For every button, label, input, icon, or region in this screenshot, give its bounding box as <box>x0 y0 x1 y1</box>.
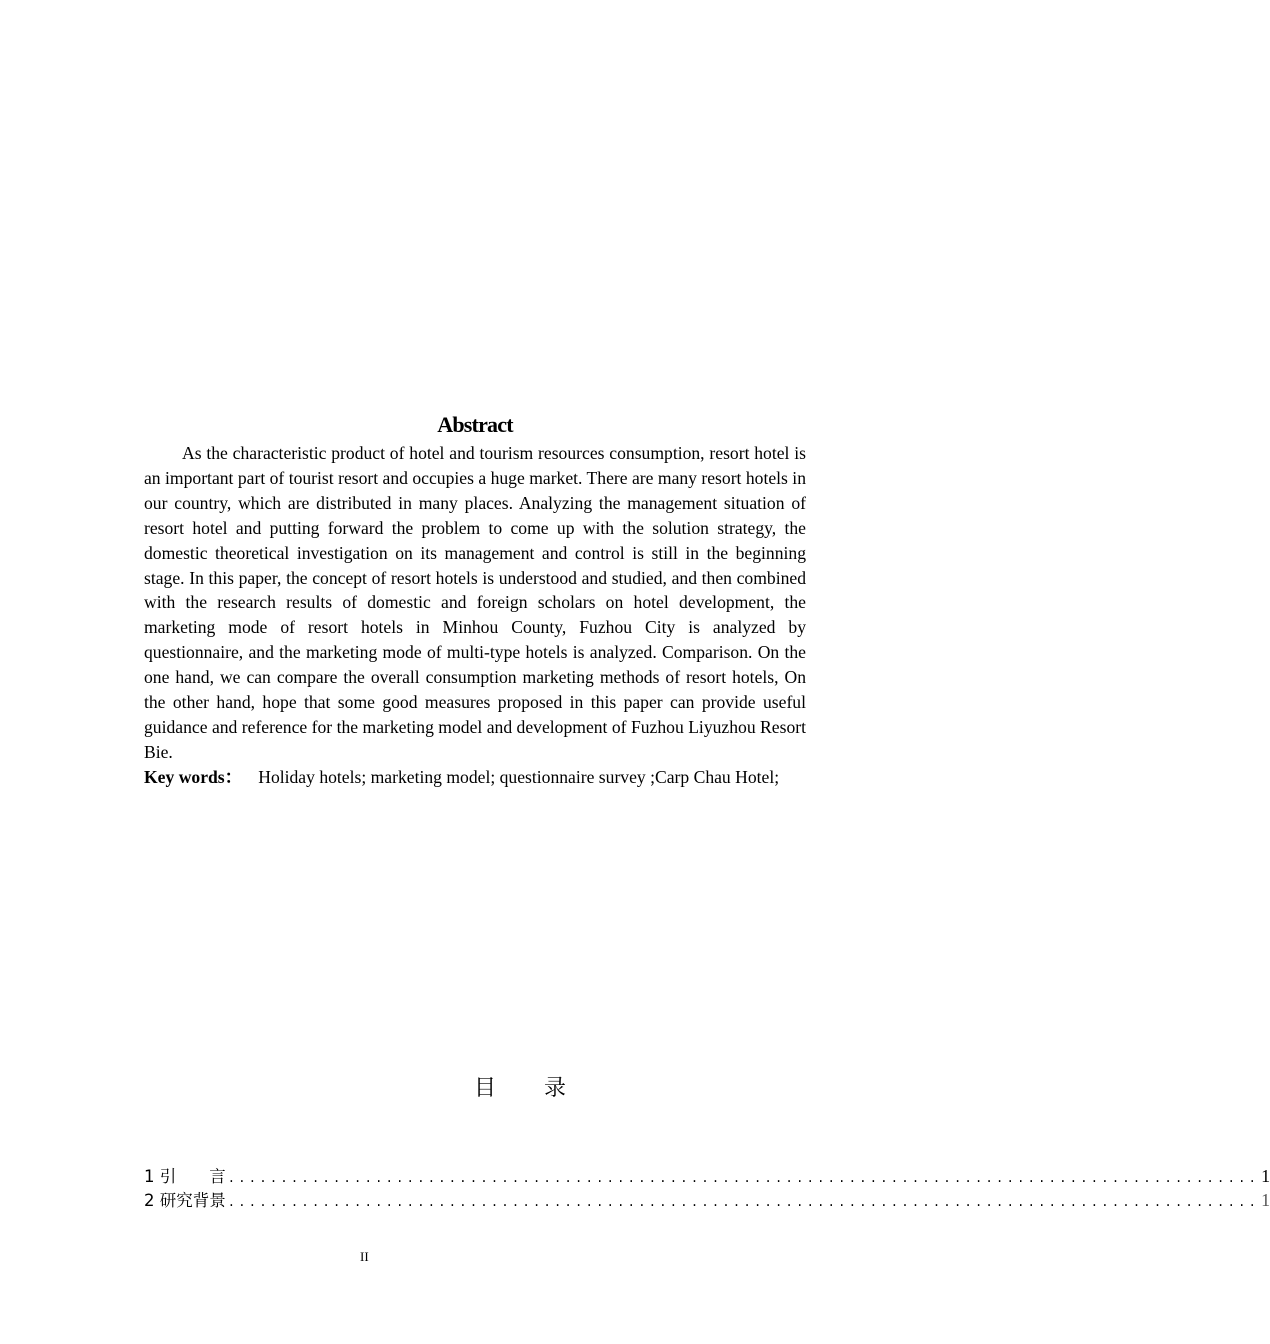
keywords-label: Key words： <box>144 767 243 787</box>
toc-leader-dots: .................................................................................................. <box>227 1195 1260 1209</box>
page-number: II <box>360 1249 369 1264</box>
abstract-title: Abstract <box>437 412 513 437</box>
toc-entry-label: 2 研究背景 <box>144 1191 226 1210</box>
toc-entry[interactable] <box>144 1188 1270 1212</box>
toc-entry-label: 1 引 言 <box>144 1167 226 1186</box>
toc-title-left: 目 <box>474 1076 497 1101</box>
abstract-body: As the characteristic product of hotel and tourism resources consumption, resort hotel is an important part of tourist resort and occupies a huge market. There are many resort hotels in our country, which are distributed in many places. Analyzing the management situation of resort hotel and putting forward the problem to come up with the solution strategy, the domestic theoretical investigation on its management and control is still in the beginning stage. In this paper, the concept of resort hotels is understood and studied, and then combined with the research results of domestic and foreign scholars on hotel development, the marketing mode of resort hotels in Minhou County, Fuzhou City is analyzed by questionnaire, and the marketing mode of multi-type hotels is analyzed. Comparison. On the one hand, we can compare the overall consumption marketing methods of resort hotels, On the other hand, hope that some good measures proposed in this paper can provide useful guidance and reference for the marketing model and development of Fuzhou Liyuzhou Resort Bie. <box>144 443 806 762</box>
toc-title <box>474 1074 566 1104</box>
toc-entry[interactable] <box>144 1164 1270 1188</box>
keywords-text: Holiday hotels; marketing model; questionnaire survey ;Carp Chau Hotel; <box>258 767 780 787</box>
toc-title-right: 录 <box>544 1076 567 1101</box>
toc-entry-page: 1 <box>1261 1190 1270 1210</box>
toc-leader-dots: .................................................................................................. <box>227 1171 1260 1185</box>
toc-entry-page: 1 <box>1261 1166 1270 1186</box>
keywords-paragraph <box>144 765 784 790</box>
table-of-contents <box>144 1164 1270 1212</box>
